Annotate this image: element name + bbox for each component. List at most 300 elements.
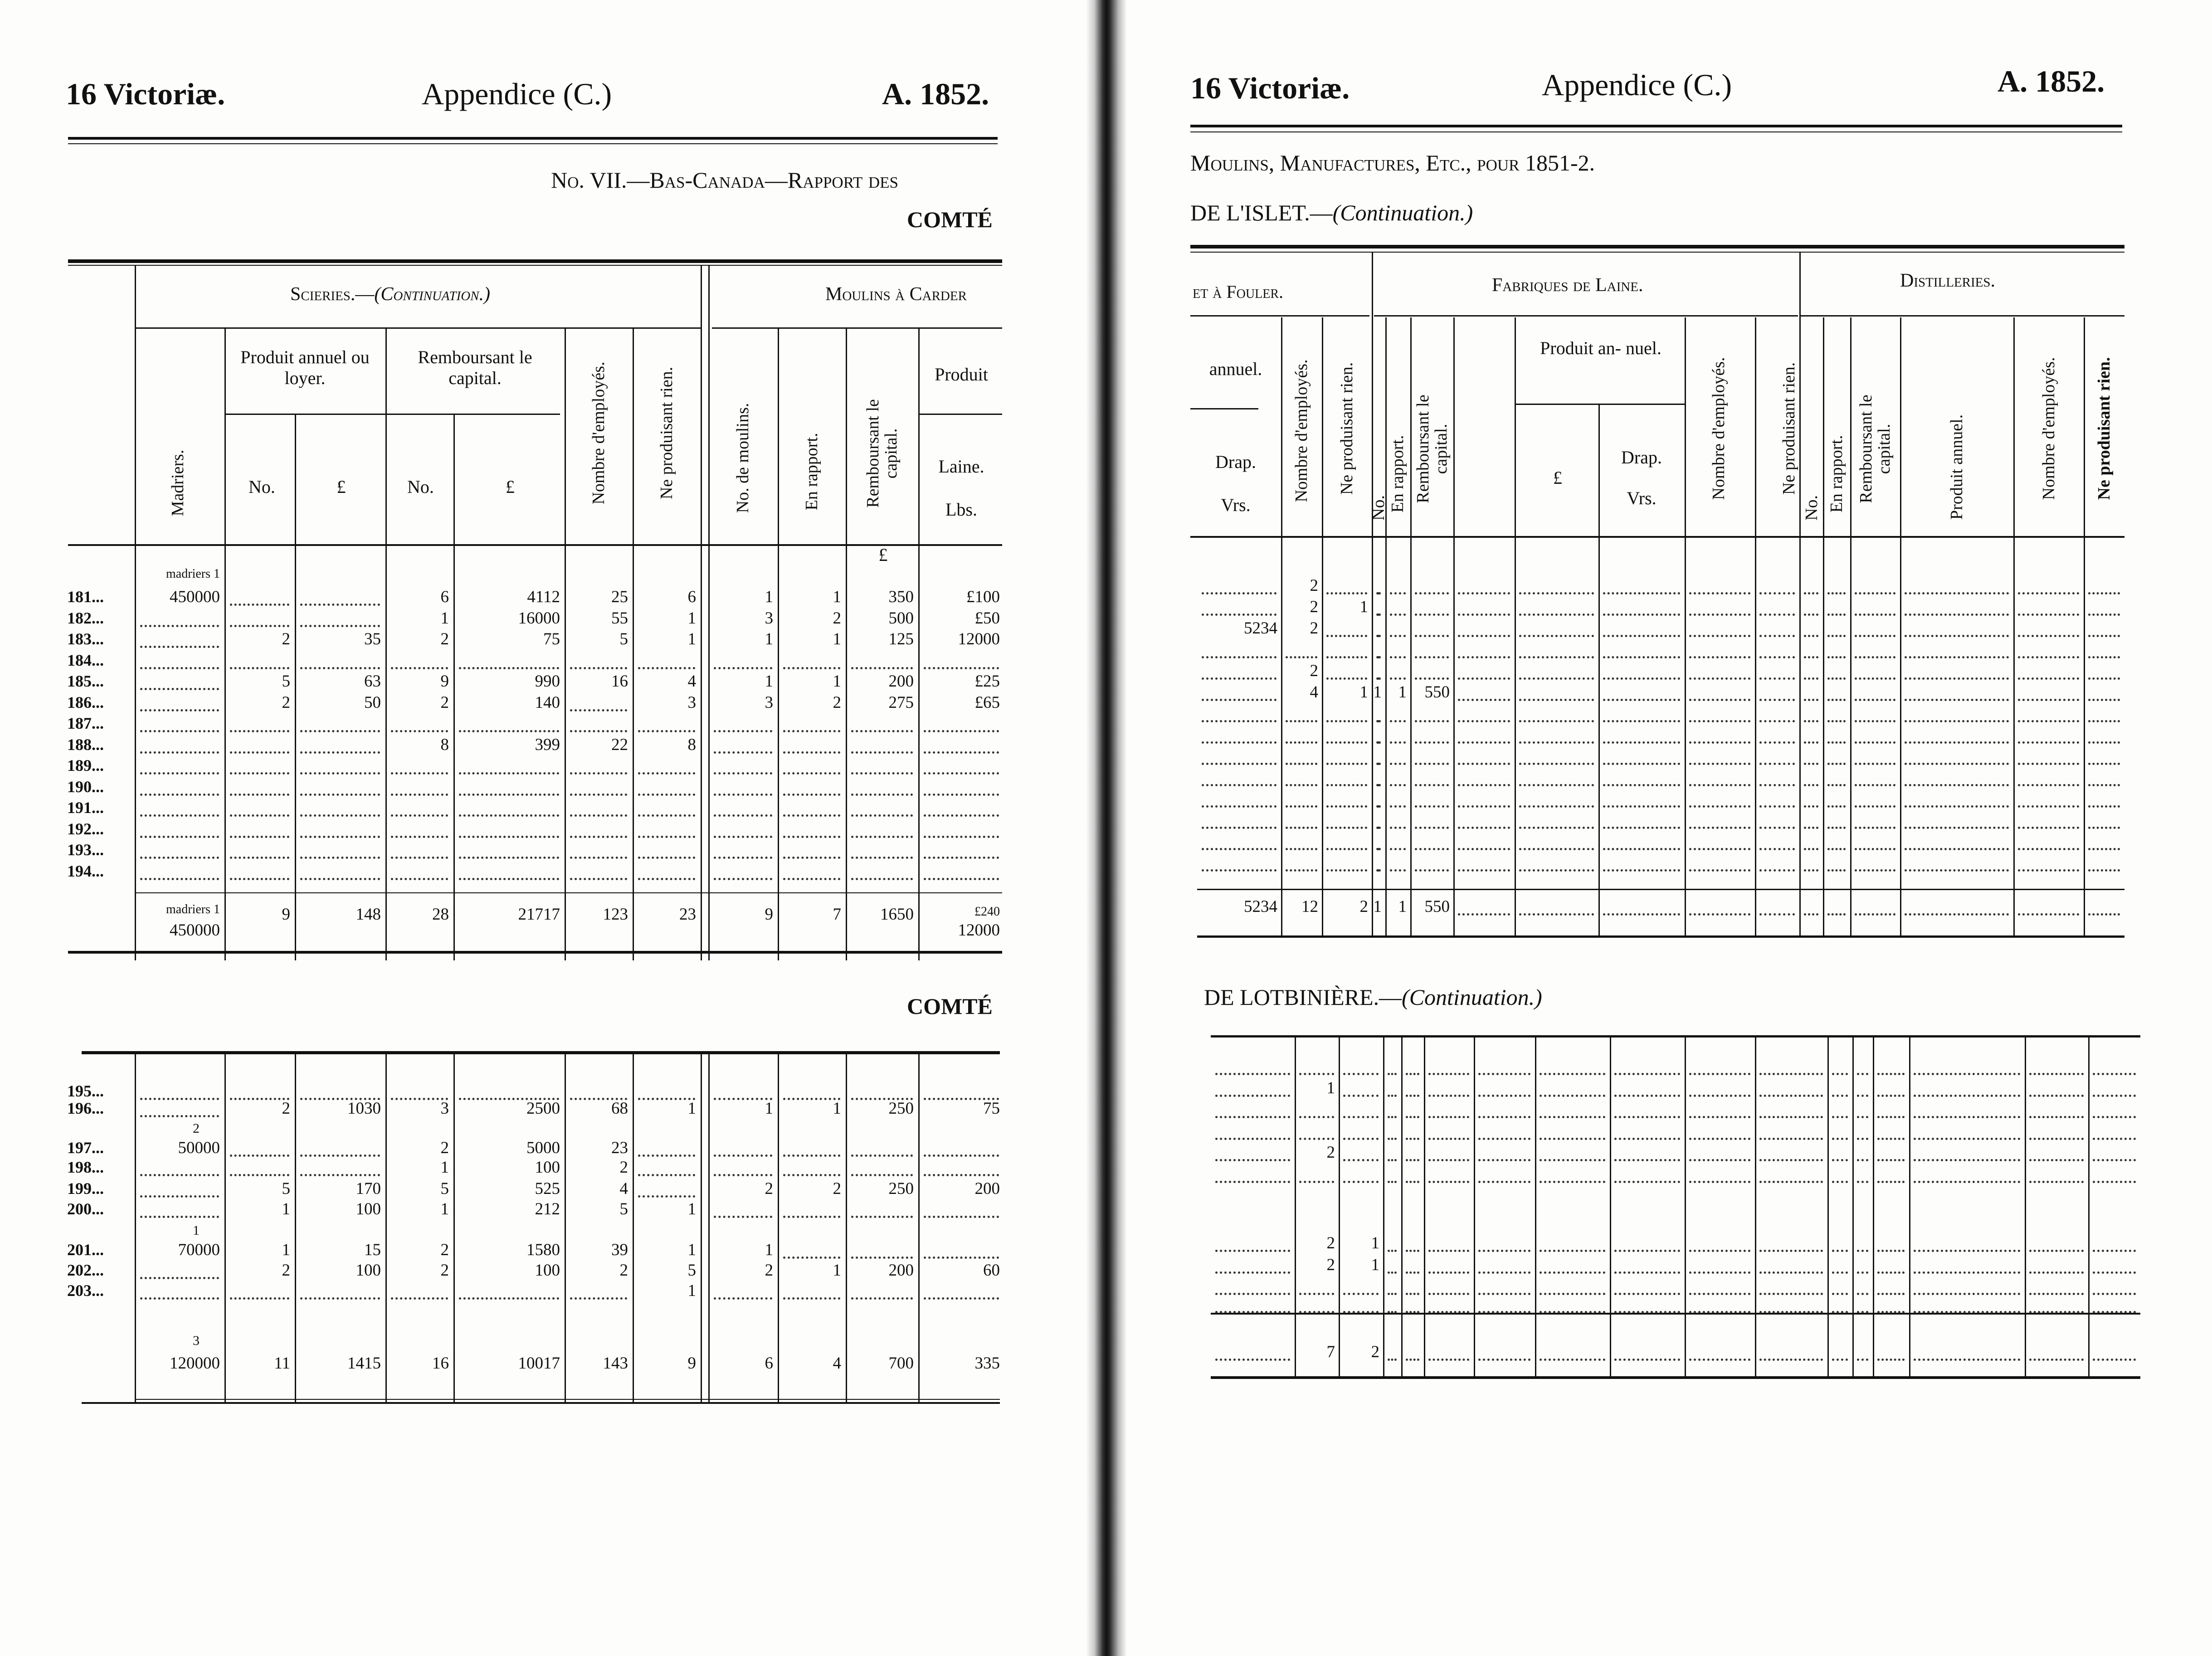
dot-leader <box>1406 1311 1419 1313</box>
dot-leader <box>1326 848 1367 850</box>
cell-rn: 9 <box>440 672 449 691</box>
dot-leader <box>1689 1138 1750 1140</box>
total-nr: 23 <box>679 905 696 924</box>
dot-leader <box>1914 1159 2020 1161</box>
dot-leader <box>2018 592 2079 594</box>
dot-leader <box>1827 592 1846 594</box>
dot-leader <box>1914 1073 2020 1075</box>
dot-leader <box>1877 1095 1905 1097</box>
dot-leader <box>230 857 289 859</box>
cell-nr: 1 <box>687 609 696 628</box>
cell-pr: £50 <box>974 609 1000 628</box>
dot-leader <box>851 814 913 817</box>
cell-pp: 100 <box>356 1200 381 1218</box>
dot-leader <box>924 1297 999 1300</box>
dot-leader <box>2088 827 2120 829</box>
dot-leader <box>1832 1250 1848 1252</box>
islet-total-rule <box>1197 889 2124 890</box>
dot-leader <box>140 1297 219 1300</box>
dot-leader <box>1905 741 2009 744</box>
dot-leader <box>1428 1116 1469 1118</box>
cell-nm: 1 <box>765 672 773 691</box>
cell-rp: 525 <box>535 1179 560 1198</box>
dot-leader <box>1759 763 1795 765</box>
header-drap: Drap. <box>1215 452 1256 472</box>
dot-leader <box>924 751 999 754</box>
dot-leader <box>140 730 219 732</box>
table-top-rule <box>68 259 1002 263</box>
islet-bottom-rule <box>1197 935 2124 938</box>
cell-nr: 8 <box>687 735 696 754</box>
dot-leader <box>924 772 999 774</box>
header-pound: £ <box>878 545 888 565</box>
dot-leader <box>783 1216 840 1218</box>
dot-leader <box>1458 699 1510 701</box>
report-title: Moulins, Manufactures, Etc., pour 1851-2. <box>1190 150 1595 175</box>
dot-leader <box>924 667 999 669</box>
dot-leader <box>783 814 840 817</box>
cell-rp: 990 <box>535 672 560 691</box>
cell-nr: 1 <box>687 1200 696 1218</box>
dot-leader <box>1376 827 1381 829</box>
dot-leader <box>638 814 695 817</box>
dot-leader <box>2029 1116 2084 1118</box>
cell-rp: 16000 <box>518 609 560 628</box>
dot-leader <box>2093 1138 2136 1140</box>
table2-bottom-rule <box>82 1402 1000 1404</box>
cell-mad: 70000 <box>178 1241 220 1259</box>
dot-leader <box>1406 1293 1419 1295</box>
dot-leader <box>2029 1359 2084 1361</box>
dot-leader <box>1428 1293 1469 1295</box>
dot-leader <box>1855 699 1895 701</box>
dot-leader <box>924 1216 999 1218</box>
col-line <box>1755 317 1756 937</box>
cell-emp: 2 <box>1326 1234 1335 1252</box>
dot-leader <box>1388 1271 1397 1274</box>
col-line <box>1827 1037 1829 1378</box>
dot-leader <box>1827 720 1846 722</box>
header-remboursant: Remboursant le capital. <box>418 347 532 388</box>
row-number: 192... <box>67 819 104 838</box>
table-bottom-rule <box>68 951 1002 954</box>
dot-leader <box>1519 805 1594 808</box>
cell-emp: 22 <box>611 735 628 754</box>
dot-leader <box>1855 784 1895 786</box>
dot-leader <box>391 814 448 817</box>
dot-leader <box>2029 1271 2084 1274</box>
dot-leader <box>1857 1095 1868 1097</box>
dot-leader <box>230 772 289 774</box>
col-line <box>1339 1037 1340 1378</box>
cell-rp: 75 <box>543 630 560 648</box>
dot-leader <box>1458 848 1510 850</box>
dot-leader <box>2018 699 2079 701</box>
dot-leader <box>230 794 289 796</box>
dot-leader <box>1759 1159 1823 1161</box>
col-line <box>1799 253 1801 937</box>
dot-leader <box>1388 1116 1397 1118</box>
dot-leader <box>1406 1095 1419 1097</box>
dot-leader <box>1415 656 1449 658</box>
dot-leader <box>1689 1311 1750 1313</box>
dot-leader <box>1519 720 1594 722</box>
dot-leader <box>1540 1138 1605 1140</box>
dot-leader <box>1458 614 1510 616</box>
dot-leader <box>1458 784 1510 786</box>
dot-leader <box>459 772 559 774</box>
dot-leader <box>1458 913 1510 916</box>
dot-leader <box>2093 1250 2136 1252</box>
dot-leader <box>1855 763 1895 765</box>
cell-emp: 4 <box>1310 683 1318 701</box>
dot-leader <box>1832 1271 1848 1274</box>
cell-emp: 4 <box>619 1179 628 1198</box>
dot-leader <box>1415 869 1449 872</box>
cell-emp: 5 <box>619 1200 628 1218</box>
dot-leader <box>1689 635 1750 637</box>
right-page <box>1129 0 2212 1656</box>
dot-leader <box>2018 913 2079 916</box>
dot-leader <box>1202 763 1277 765</box>
dot-leader <box>783 794 840 796</box>
cell-emp: 2 <box>1310 576 1318 595</box>
dot-leader <box>1286 741 1317 744</box>
dot-leader <box>140 625 219 627</box>
dot-leader <box>851 1154 913 1157</box>
dot-leader <box>1689 677 1750 680</box>
dot-leader <box>1376 741 1381 744</box>
dot-leader <box>1905 805 2009 808</box>
dot-leader <box>1877 1116 1905 1118</box>
dot-leader <box>1478 1181 1530 1183</box>
dot-leader <box>1415 805 1449 808</box>
cell-emp: 39 <box>611 1241 628 1259</box>
group-rule-scieries <box>136 327 701 329</box>
dot-leader <box>1759 677 1795 680</box>
dot-leader <box>1415 784 1449 786</box>
dot-leader <box>1478 1116 1530 1118</box>
dot-leader <box>300 878 380 880</box>
header-rembours-cap: Remboursant le capital. <box>863 399 901 508</box>
appendix-label: Appendice (C.) <box>1542 68 1732 102</box>
dot-leader <box>1689 656 1750 658</box>
dot-leader <box>140 667 219 669</box>
dot-leader <box>1832 1293 1848 1295</box>
dot-leader <box>1603 699 1680 701</box>
dot-leader <box>1458 805 1510 808</box>
dot-leader <box>1689 784 1750 786</box>
dot-leader <box>1215 1116 1290 1118</box>
dot-leader <box>783 1154 840 1157</box>
dot-leader <box>2093 1359 2136 1361</box>
dot-leader <box>783 878 840 880</box>
col-line <box>1424 1037 1425 1378</box>
dot-leader <box>1855 869 1895 872</box>
dot-leader <box>1286 784 1317 786</box>
dot-leader <box>1855 656 1895 658</box>
dot-leader <box>1855 720 1895 722</box>
dot-leader <box>1343 1095 1379 1097</box>
row-number: 198... <box>67 1158 104 1176</box>
header-pound: £ <box>336 477 346 497</box>
col-line <box>1900 317 1901 937</box>
cell-nm: 3 <box>765 609 773 628</box>
cell-er: 2 <box>833 693 841 712</box>
madriers-sup: 1 <box>193 1223 200 1238</box>
dot-leader <box>391 878 448 880</box>
dot-leader <box>638 794 695 796</box>
dot-leader <box>2088 763 2120 765</box>
dot-leader <box>1905 699 2009 701</box>
dot-leader <box>1326 677 1367 680</box>
dot-leader <box>2029 1073 2084 1075</box>
dot-leader <box>1415 635 1449 637</box>
dot-leader <box>1286 805 1317 808</box>
dot-leader <box>2093 1116 2136 1118</box>
cell-np: 1 <box>1371 1234 1379 1252</box>
dot-leader <box>1406 1359 1419 1361</box>
dot-leader <box>1519 763 1594 765</box>
total-rn: 16 <box>432 1354 449 1373</box>
header-no: No. <box>1802 495 1821 521</box>
cell-pp: 170 <box>356 1179 381 1198</box>
subgroup-rule <box>224 414 560 415</box>
dot-leader <box>714 836 772 838</box>
dot-leader <box>1614 1073 1680 1075</box>
dot-leader <box>1827 848 1846 850</box>
dot-leader <box>1390 635 1406 637</box>
dot-leader <box>1406 1271 1419 1274</box>
dot-leader <box>1428 1095 1469 1097</box>
cell-pp: 100 <box>356 1261 381 1280</box>
madriers-sup: 2 <box>193 1121 200 1136</box>
cell-rp: 2500 <box>526 1099 560 1118</box>
dot-leader <box>1827 869 1846 872</box>
dot-leader <box>1326 805 1367 808</box>
cell-emp: 5 <box>619 630 628 648</box>
dot-leader <box>1603 848 1680 850</box>
row-number: 190... <box>67 777 104 796</box>
dot-leader <box>1614 1138 1680 1140</box>
cell-emp: 55 <box>611 609 628 628</box>
dot-leader <box>638 836 695 838</box>
dot-leader <box>2088 592 2120 594</box>
dot-leader <box>391 1297 448 1300</box>
group-header-fouler: et à Fouler. <box>1193 282 1283 302</box>
header-en-rapport: En rapport. <box>802 433 821 511</box>
cell-pn: 1 <box>282 1241 290 1259</box>
total-produit-pounds: £240 <box>974 905 1000 919</box>
dot-leader <box>1614 1116 1680 1118</box>
total-rule <box>136 892 1002 893</box>
dot-leader <box>1406 1250 1419 1252</box>
dot-leader <box>140 857 219 859</box>
dot-leader <box>1804 913 1818 916</box>
dot-leader <box>1832 1359 1848 1361</box>
group-rule-moulins <box>712 327 1002 329</box>
dot-leader <box>300 794 380 796</box>
dot-leader <box>140 794 219 796</box>
total-nr: 9 <box>687 1354 696 1373</box>
col-line <box>2025 1037 2026 1378</box>
dot-leader <box>1540 1159 1605 1161</box>
dot-leader <box>2018 656 2079 658</box>
dot-leader <box>1804 763 1818 765</box>
col-line <box>1850 317 1851 937</box>
dot-leader <box>1614 1159 1680 1161</box>
cell-er: 1 <box>833 672 841 691</box>
dot-leader <box>391 794 448 796</box>
dot-leader <box>1832 1073 1848 1075</box>
row-number: 195... <box>67 1082 104 1100</box>
dot-leader <box>1877 1311 1905 1313</box>
dot-leader <box>1299 1311 1334 1313</box>
dot-leader <box>1689 763 1750 765</box>
dot-leader <box>1326 635 1367 637</box>
cell-nm: 1 <box>765 588 773 606</box>
dot-leader <box>638 730 695 732</box>
dot-leader <box>1415 720 1449 722</box>
dot-leader <box>1855 592 1895 594</box>
dot-leader <box>1614 1250 1680 1252</box>
dot-leader <box>1202 848 1277 850</box>
dot-leader <box>1519 614 1594 616</box>
header-employes: Nombre d'employés. <box>2039 357 2058 500</box>
cell-nr: 1 <box>687 1281 696 1300</box>
dot-leader <box>783 730 840 732</box>
dot-leader <box>1804 677 1818 680</box>
dot-leader <box>1905 827 2009 829</box>
dot-leader <box>1905 656 2009 658</box>
header-vrs: Vrs. <box>1627 488 1657 508</box>
dot-leader <box>1428 1159 1469 1161</box>
dot-leader <box>851 730 913 732</box>
dot-leader <box>1478 1359 1530 1361</box>
dot-leader <box>1914 1359 2020 1361</box>
dot-leader <box>1458 720 1510 722</box>
header-laine: Laine. <box>938 456 984 477</box>
dot-leader <box>1832 1095 1848 1097</box>
cell-rn: 2 <box>440 693 449 712</box>
header-lbs: Lbs. <box>945 499 977 520</box>
cell-rn: 2 <box>440 630 449 648</box>
dot-leader <box>1759 1271 1823 1274</box>
dot-leader <box>1390 805 1406 808</box>
header-ne-produisant: Ne produisant rien. <box>657 366 676 500</box>
dot-leader <box>1689 1293 1750 1295</box>
dot-leader <box>1827 784 1846 786</box>
cell-pr: £65 <box>974 693 1000 712</box>
dot-leader <box>638 878 695 880</box>
col-line <box>2013 317 2015 937</box>
lot-bottom-rule <box>1211 1376 2140 1379</box>
dot-leader <box>1415 592 1449 594</box>
header-rule-thin <box>68 143 998 144</box>
cell-nm: 1 <box>765 1241 773 1259</box>
total-no: 1 <box>1373 897 1382 916</box>
dot-leader <box>783 1257 840 1259</box>
dot-leader <box>1759 1116 1823 1118</box>
header-ne-produisant: Ne produisant rien. <box>1337 362 1356 495</box>
dot-leader <box>1286 827 1317 829</box>
dot-leader <box>638 1174 695 1176</box>
cell-nr: 6 <box>687 588 696 606</box>
dot-leader <box>1759 592 1795 594</box>
dot-leader <box>2018 784 2079 786</box>
dot-leader <box>851 857 913 859</box>
dot-leader <box>1857 1159 1868 1161</box>
dot-leader <box>1540 1095 1605 1097</box>
dot-leader <box>714 730 772 732</box>
total-madriers-sup: 3 <box>193 1333 200 1348</box>
col-line <box>1685 1037 1686 1378</box>
cell-er: 2 <box>833 1179 841 1198</box>
group-rule <box>1190 315 1369 317</box>
col-line <box>1322 317 1323 937</box>
dot-leader <box>300 772 380 774</box>
dot-leader <box>1299 1116 1334 1118</box>
dot-leader <box>783 1174 840 1176</box>
dot-leader <box>1804 699 1818 701</box>
dot-leader <box>1877 1293 1905 1295</box>
dot-leader <box>140 836 219 838</box>
col-line <box>1823 317 1824 937</box>
dot-leader <box>1905 720 2009 722</box>
dot-leader <box>2088 699 2120 701</box>
dot-leader <box>851 1257 913 1259</box>
dot-leader <box>2018 827 2079 829</box>
dot-leader <box>1326 741 1367 744</box>
dot-leader <box>1857 1181 1868 1183</box>
dot-leader <box>1415 827 1449 829</box>
dot-leader <box>1326 763 1367 765</box>
dot-leader <box>1855 614 1895 616</box>
cell-np: 1 <box>1359 598 1368 616</box>
dot-leader <box>1905 614 2009 616</box>
dot-leader <box>1390 741 1406 744</box>
col-line <box>1873 1037 1874 1378</box>
dot-leader <box>1428 1311 1469 1313</box>
dot-leader <box>2093 1073 2136 1075</box>
cell-np: 1 <box>1371 1256 1379 1274</box>
dot-leader <box>1689 720 1750 722</box>
dot-leader <box>2088 677 2120 680</box>
dot-leader <box>1478 1073 1530 1075</box>
dot-leader <box>1376 635 1381 637</box>
cell-emp: 2 <box>619 1158 628 1177</box>
dot-leader <box>1388 1250 1397 1252</box>
header-employes: Nombre d'employés. <box>589 361 608 505</box>
header-pound: £ <box>506 477 515 497</box>
dot-leader <box>1478 1293 1530 1295</box>
dot-leader <box>1827 805 1846 808</box>
cell-pp: 63 <box>364 672 381 691</box>
dot-leader <box>1603 720 1680 722</box>
county-label: COMTÉ <box>907 207 993 232</box>
dot-leader <box>230 814 289 817</box>
dot-leader <box>1415 848 1449 850</box>
cell-pn: 2 <box>282 630 290 648</box>
dot-leader <box>1877 1159 1905 1161</box>
cell-no: 1 <box>1373 683 1382 701</box>
dot-leader <box>1804 741 1818 744</box>
cell-pn: 2 <box>282 1099 290 1118</box>
dot-leader <box>1905 592 2009 594</box>
dot-leader <box>924 814 999 817</box>
col-line <box>1410 317 1412 937</box>
dot-leader <box>2029 1095 2084 1097</box>
